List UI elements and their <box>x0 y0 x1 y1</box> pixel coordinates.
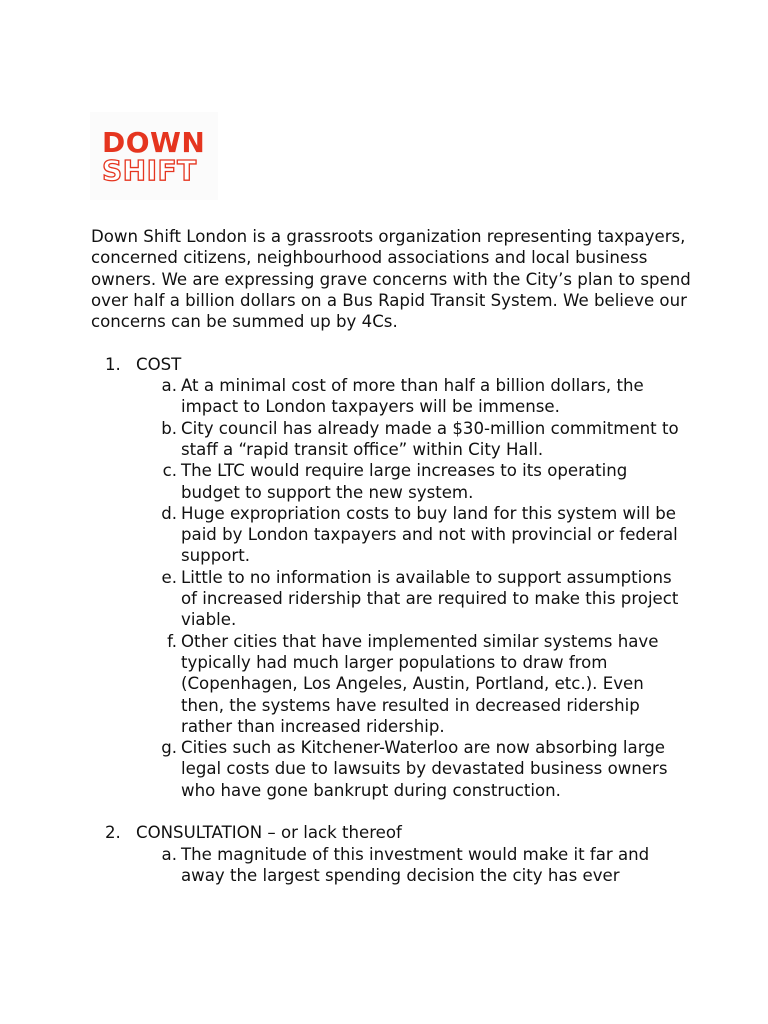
logo-line-down: DOWN <box>102 126 206 159</box>
item-letter: c. <box>162 461 177 481</box>
section-title: COST <box>136 354 182 374</box>
item-letter: d. <box>161 503 177 523</box>
down-shift-logo <box>90 112 218 200</box>
item-text: At a minimal cost of more than half a billion dollars, the impact to London taxpayers will be immense. <box>181 376 644 417</box>
list-item <box>91 737 691 801</box>
section-consultation <box>91 822 691 886</box>
item-text: Other cities that have implemented similar systems have typically had much larger populations to draw from (Copenhagen, Los Angeles, Austin, Portland, etc.). Even then, the systems have resulted in decreased ridership rather than increased ridership. <box>181 631 659 736</box>
list-item <box>91 631 691 737</box>
item-text: The magnitude of this investment would make it far and away the largest spending decision the city has ever <box>181 844 650 885</box>
section-title: CONSULTATION – or lack thereof <box>136 823 402 843</box>
item-letter: b. <box>161 418 177 438</box>
section-heading <box>91 822 691 843</box>
list-item <box>91 567 691 631</box>
item-text: The LTC would require large increases to its operating budget to support the new system. <box>181 461 628 502</box>
logo-line-shift: SHIFT <box>102 154 197 187</box>
section-heading <box>91 354 691 375</box>
item-text: Little to no information is available to support assumptions of increased ridership that are required to make this project viable. <box>181 567 679 630</box>
item-letter: e. <box>161 567 177 587</box>
list-item <box>91 460 691 503</box>
item-text: City council has already made a $30-million commitment to staff a “rapid transit office” within City Hall. <box>181 418 679 459</box>
item-letter: g. <box>161 738 177 758</box>
list-item <box>91 375 691 418</box>
list-item <box>91 503 691 567</box>
section-number: 1. <box>105 354 121 374</box>
item-text: Huge expropriation costs to buy land for this system will be paid by London taxpayers and not with provincial or federal support. <box>181 503 678 566</box>
section-cost <box>91 354 691 801</box>
document-body <box>91 226 691 886</box>
section-number: 2. <box>105 823 121 843</box>
list-item <box>91 418 691 461</box>
intro-paragraph: Down Shift London is a grassroots organization representing taxpayers, concerned citizens, neighbourhood associations and local business owners. We are expressing grave concerns with the City’s plan to spend over half a billion dollars on a Bus Rapid Transit System. We believe our concerns can be summed up by 4Cs. <box>91 227 691 332</box>
item-text: Cities such as Kitchener-Waterloo are now absorbing large legal costs due to lawsuits by devastated business owners who have gone bankrupt during construction. <box>181 738 668 800</box>
list-item <box>91 844 691 887</box>
item-letter: a. <box>161 844 177 864</box>
item-letter: f. <box>167 631 177 651</box>
item-letter: a. <box>161 376 177 396</box>
